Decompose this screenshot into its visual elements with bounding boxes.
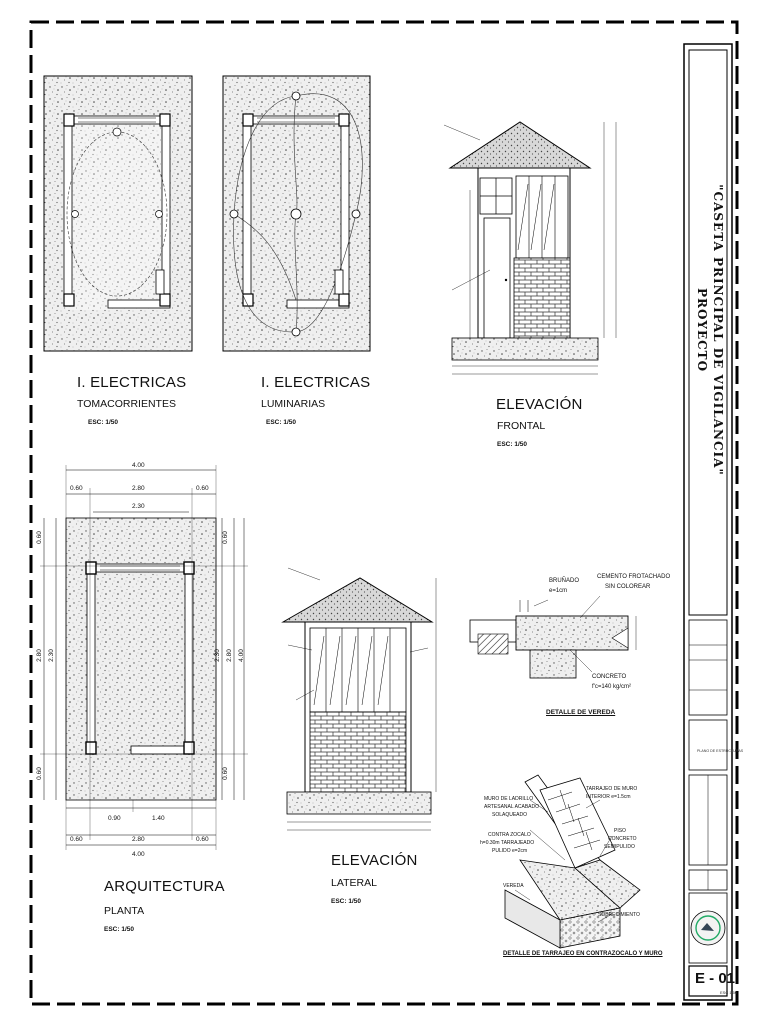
frontal-title: ELEVACIÓN [496,396,583,413]
vereda-caption: DETALLE DE VEREDA [546,709,616,716]
luminarias-title: I. ELECTRICAS [261,374,371,391]
luminarias-subtitle: LUMINARIAS [261,398,326,410]
tarrajeo-piso-3: SEMIPULIDO [604,844,635,850]
frontal-subtitle: FRONTAL [497,420,546,432]
vereda-brunado-size: e=1cm [549,588,568,594]
lateral-scale: ESC: 1/50 [331,898,361,905]
tarrajeo-vereda: VEREDA [503,883,524,889]
dim-center-top: 2.80 [132,485,145,492]
lateral-elevation [283,568,436,830]
dim-right-bottom: 0.60 [196,836,209,843]
plan-name: PLANO DE ESTRUCTURAS [697,749,744,753]
dim-side-inner-right: 2.30 [213,649,221,662]
light-fixture-icon [292,328,300,336]
light-fixture-icon [292,92,300,100]
outlet-icon [156,211,163,218]
vereda-cemento-2: SIN COLOREAR [605,584,651,590]
tarrajeo-caption: DETALLE DE TARRAJEO EN CONTRAZOCALO Y MURO [503,951,663,957]
dim-total-top: 4.00 [132,462,145,469]
dim-left-bottom: 0.60 [70,836,83,843]
project-title-line-1: PROYECTO [695,287,709,373]
project-title-2 [693,50,727,610]
frontal-scale: ESC: 1/50 [497,441,527,448]
vereda-concreto-spec: f'c=140 kg/cm² [592,684,631,690]
tarrajeo-muro-1: MURO DE LADRILLO [484,796,534,802]
tomacorrientes-subtitle: TOMACORRIENTES [77,398,176,410]
planta-scale: ESC: 1/50 [104,926,134,933]
planta-title: ARQUITECTURA [104,878,225,895]
sheet-scale: ESC 1/50 [720,990,738,995]
dim-side-top-right: 0.60 [221,531,229,544]
vereda-brunado: BRUÑADO [549,578,580,584]
tarrajeo-contrazocalo-1: CONTRA ZOCALO [488,832,531,838]
tarrajeo-sobrecimiento: SOBRECIMIENTO [598,912,640,918]
tarrajeo-muro-interior-2: INTERIOR e=1.5cm [586,794,631,800]
dim-side-bot-right: 0.60 [221,767,229,780]
tarrajeo-muro-3: SOLAQUEADO [492,812,528,818]
dim-right-top: 0.60 [196,485,209,492]
luminarias-scale: ESC: 1/50 [266,419,296,426]
lateral-title: ELEVACIÓN [331,852,418,869]
frontal-elevation [444,122,616,374]
lateral-subtitle: LATERAL [331,877,377,889]
vereda-detail [470,596,636,678]
light-fixture-icon [352,210,360,218]
light-fixture-icon [230,210,238,218]
dim-door: 1.40 [152,815,165,822]
dim-left-top: 0.60 [70,485,83,492]
dim-side-inner-left: 2.30 [47,649,55,662]
dim-side-mid-left: 2.80 [35,649,43,662]
dim-side-total-right: 4.00 [237,649,245,662]
outlet-icon [72,211,79,218]
tarrajeo-piso-2: CONCRETO [608,836,637,842]
luminarias-plan [223,76,370,351]
tarrajeo-piso-1: PISO [614,828,626,834]
tarrajeo-contrazocalo-3: PULIDO e=2cm [492,848,528,854]
dim-side-top-left: 0.60 [35,531,43,544]
dim-door-left: 0.90 [108,815,121,822]
dim-side-mid-right: 2.80 [225,649,233,662]
dim-inner-top: 2.30 [132,503,145,510]
dim-total-bottom: 4.00 [132,851,145,858]
sheet-number: E - 01 [695,970,736,987]
tomacorrientes-title: I. ELECTRICAS [77,374,187,391]
outlet-icon [113,128,121,136]
vereda-concreto: CONCRETO [592,674,627,680]
planta-subtitle: PLANTA [104,905,145,917]
tarrajeo-muro-interior-1: TARRAJEO DE MURO [586,786,638,792]
tarrajeo-contrazocalo-2: h=0.30m TARRAJEADO [480,840,535,846]
tomacorrientes-scale: ESC: 1/50 [88,419,118,426]
tomacorrientes-plan [44,76,192,351]
light-fixture-icon [291,209,301,219]
dim-center-bottom: 2.80 [132,836,145,843]
vereda-cemento: CEMENTO FROTACHADO [597,574,671,580]
project-title-line-2: "CASETA PRINCIPAL DE VIGILANCIA" [711,184,725,476]
dim-side-bot-left: 0.60 [35,767,43,780]
tarrajeo-muro-2: ARTESANAL ACABADO [484,804,540,810]
door [484,218,510,338]
